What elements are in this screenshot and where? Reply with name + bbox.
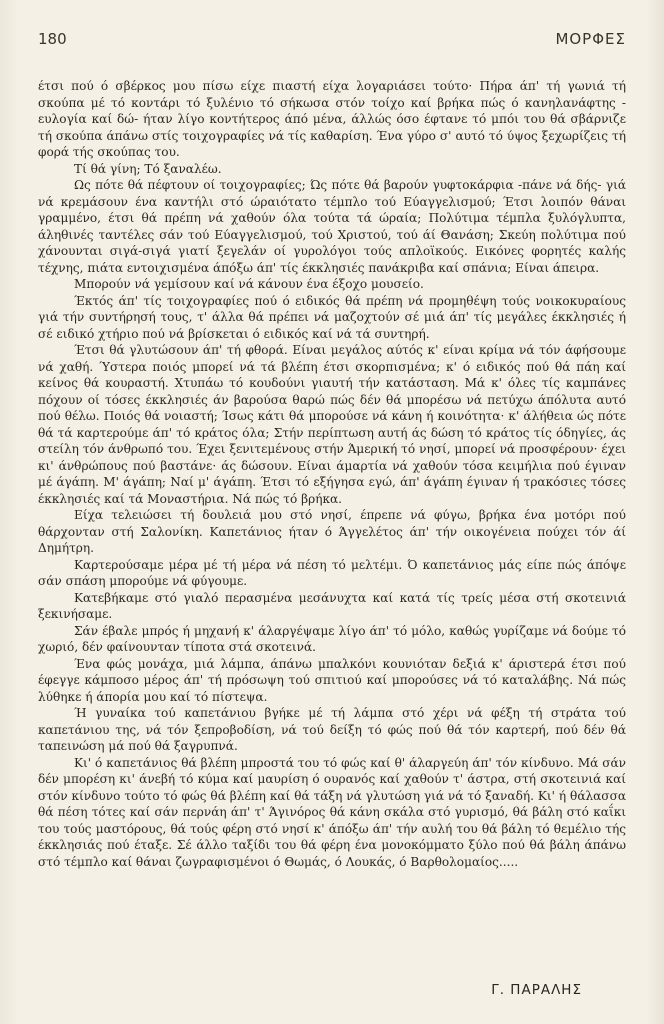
article-body [38, 78, 626, 870]
journal-title: ΜΟΡΦΕΣ [555, 30, 626, 48]
page-header [38, 30, 626, 54]
author-signature: Γ. ΠΑΡΑΛΗΣ [491, 982, 582, 998]
paragraph: Κατεβήκαμε στό γιαλό περασμένα μεσάνυχτα καί κατά τίς τρείς μέσα στή σκοτεινιά ξεκινήσαμε. [38, 590, 626, 621]
paragraph: Σάν έβαλε μπρός ή μηχανή κ' άλαργέψαμε λίγο άπ' τό μόλο, καθώς γυρίζαμε νά δούμε τό χωριό, δέν φαίνουνταν τίποτα στά σκοτεινά. [38, 623, 626, 654]
paragraph: Ή γυναίκα τού καπετάνιου βγήκε μέ τή λάμπα στό χέρι νά φέξη τή στράτα τού καπετάνιου της, νά τόν ξεπροβοδίση, νά τού δείξη τό φώς πού θά τόν καρτερή, πού δέν θά ταπεινώση μά πού θά ξαγρυπνά. [38, 706, 626, 753]
paragraph: Τί θά γίνη; Τό ξαναλέω. [74, 161, 222, 176]
paragraph: Έτσι θά γλυτώσουν άπ' τή φθορά. Είναι μεγάλος αύτός κ' είναι κρίμα νά τόν άφήσουμε νά χαθή. Ύστερα ποιός μπορεί νά τά βλέπη έτσι σκορπισμένα; κ' ό ειδικός πού θά πάη καί κείνος θά κουραστή. Χτυπάω τό κουδούνι γιαυτή τήν κατάσταση. Μά κ' όλες τίς καμπάνες πόχουν οί τόσες έκκλησιές άν βαρούσα θαρώ πώς δέν θά μπορέσω νά πετύχω άπόλυτα αυτό πού θέλω. Ποιός θά νοιαστή; Ίσως κάτι θά μπορούσε νά κάνη ή κοινότητα· κ' άλήθεια ώς πότε θά τά καρτερούμε άπ' τό κράτος όλα; Στήν περίπτωση αυτή άς δώση τό κράτος τίς όδηγίες, άς στείλη τόν άνθρωπό του. Έχει ξενιτεμένους στήν Άμερική τό νησί, μπορεί νά προσφέρουν· έχει κι' άνθρώπους πού βαστάνε· άς δώσουν. Είναι άμαρτία νά χαθούν τόσα κειμήλια πού έγιναν μέ άγάπη. Μ' άγάπη; Ναί μ' άγάπη. Έτσι τό εξήγησα εγώ, άπ' άγάπη έγιναν ή τρακόσιες τόσες έκκλησιές καί τά Μοναστήρια. Νά πώς τό βρήκα. [38, 343, 626, 506]
paragraph: Ως πότε θά πέφτουν οί τοιχογραφίες; Ώς πότε θά βαρούν γυφτοκάρφια -πάνε νά δής- γιά νά κρεμάσουν ένα καντήλι στό ώραιότατο τέμπλο τού Εύαγγελισμού; Έτσι λοιπόν θάναι γραμμένο, έτσι θά πρέπη νά χαθούν όλα τούτα τά ώραία; Πολύτιμα τέμπλα ξυλόγλυπτα, άληθινές ταντέλες σάν τού Εύαγγελισμού, τού Χριστού, τού άί Θανάση; Σκεύη πολύτιμα πού χάνουνται σιγά-σιγά γιατί ξεγελάν οί γυρολόγοι τούς απλοϊκούς. Εικόνες φορητές καλής τέχνης, πιάτα εντοιχισμένα άπόξω άπ' τίς έκκλησιές πανάκριβα καί σπάνια; Είναι άπειρα. [38, 178, 626, 275]
paragraph: Καρτερούσαμε μέρα μέ τή μέρα νά πέση τό μελτέμι. Ό καπετάνιος μάς είπε πώς άπόψε σάν σπάση μπορούμε νά φύγουμε. [38, 557, 626, 588]
page-number: 180 [38, 30, 67, 48]
paragraph: Έκτός άπ' τίς τοιχογραφίες πού ό ειδικός θά πρέπη νά προμηθέψη τούς νοικοκυραίους γιά τήν συντήρησή τους, τ' άλλα θά πρέπει νά μαζοχτούν σέ μιά άπ' τίς μεγάλες έκκλησιές ή σέ ειδικό χτήριο πού νά βρίσκεται ό ειδικός καί νά τά συντηρή. [38, 293, 626, 341]
paragraph: Είχα τελειώσει τή δουλειά μου στό νησί, έπρεπε νά φύγω, βρήκα ένα μοτόρι πού θάρχονταν στή Σαλονίκη. Καπετάνιος ήταν ό Άγγελέτος άπ' τήν οικογένεια πούχει τόν άί Δημήτρη. [38, 508, 626, 555]
paragraph: Ένα φώς μονάχα, μιά λάμπα, άπάνω μπαλκόνι κουνιόταν δεξιά κ' άριστερά έτσι πού έφεγγε κάμποσο μέρος άπ' τή πρόσωψη τού σπιτιού καί μπορούσες νά τό καταλάβης. Νά πώς λύθηκε ή άπορία μου καί τό πίστεψα. [38, 656, 626, 704]
paragraph: Κι' ό καπετάνιος θά βλέπη μπροστά του τό φώς καί θ' άλαργεύη άπ' τόν κίνδυνο. Μά σάν δέν μπορέση κι' άνεβή τό κύμα καί μαυρίση ό ουρανός καί χαθούν τ' άστρα, στή σκοτεινιά καί στόν κίνδυνο τούτο τό φώς θά βλέπη καί θά τάξη νά γλυτώση γιά νά τό ξαναδή. Κι' ή θάλασσα θά πέση τότες καί σάν περνάη άπ' τ' Άγινόρος θά κάνη σκάλα στό γυρισμό, θά βάλη στό καΐκι του τούς μαστόρους, θά τούς φέρη στό νησί κ' άπόξω άπ' τήν αυλή του θά βάλη τό θεμέλιο τής έκκλησιάς πού έταξε. Σέ άλλο ταξίδι του θά φέρη ένα μονοκόμματο ξύλο πού θά βάλη άπάνω στό τέμπλο καί θάναι ζωγραφισμένοι ό Θωμάς, ό Λουκάς, ό Βαρθολομαίος..... [38, 755, 626, 869]
paragraph: έτσι πού ό σβέρκος μου πίσω είχε πιαστή είχα λογαριάσει τούτο· Πήρα άπ' τή γωνιά τή σκούπα μέ τό κοντάρι τό ξυλένιο τό σήκωσα στόν τοίχο καί βρήκα πώς ό κανηλανάφτης - ευλογία καί δώ- ήταν λίγο κοντήτερος άπό μένα, άλλώς όσο έφτανε τό μπόι του θά σβάρνιζε τή σκούπα άπάνω στίς τοιχογραφίες νά τίς καθαρίση. Ένα γύρο σ' αυτό τό ύψος ξεχωρίζεις τή φορά τής σκούπας του. [38, 79, 626, 159]
paragraph: Μπορούν νά γεμίσουν καί νά κάνουν ένα έξοχο μουσείο. [74, 277, 424, 291]
